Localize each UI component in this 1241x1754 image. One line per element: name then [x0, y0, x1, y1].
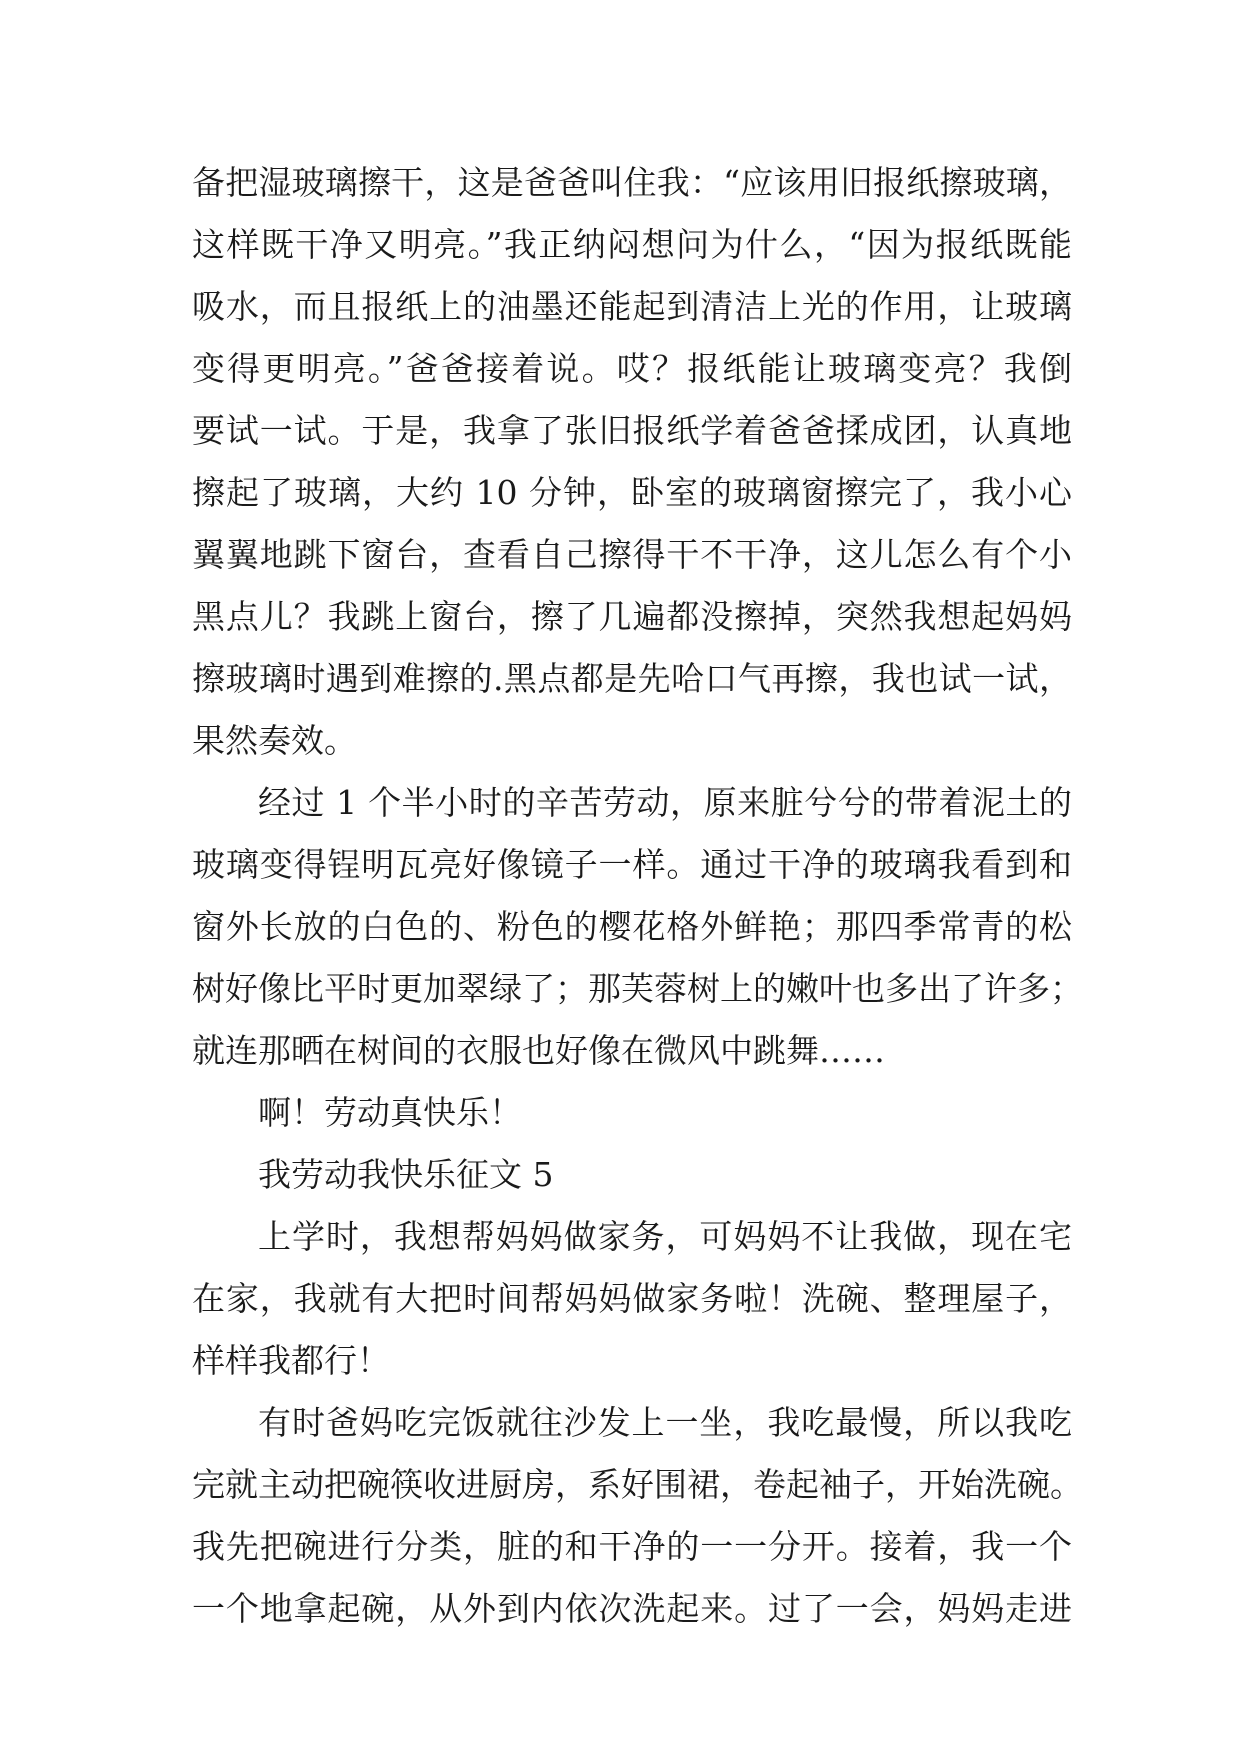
text-line: 一个地拿起碗，从外到内依次洗起来。过了一会，妈妈走进 [192, 1589, 1072, 1628]
text-line: 果然奏效。 [192, 721, 357, 760]
text-line: 擦起了玻璃，大约 10 分钟，卧室的玻璃窗擦完了，我小心 [192, 473, 1072, 512]
text-line: 黑点儿？我跳上窗台，擦了几遍都没擦掉，突然我想起妈妈 [192, 597, 1072, 636]
text-line: 在家，我就有大把时间帮妈妈做家务啦！洗碗、整理屋子， [192, 1279, 1072, 1318]
text-line: 我先把碗进行分类，脏的和干净的一一分开。接着，我一个 [192, 1527, 1072, 1566]
text-line: 玻璃变得锃明瓦亮好像镜子一样。通过干净的玻璃我看到和 [192, 845, 1072, 884]
text-line: 窗外长放的白色的、粉色的樱花格外鲜艳；那四季常青的松 [192, 907, 1072, 946]
text-line: 经过 1 个半小时的辛苦劳动，原来脏兮兮的带着泥土的 [258, 783, 1072, 822]
text-line: 树好像比平时更加翠绿了；那芙蓉树上的嫩叶也多出了许多； [192, 969, 1083, 1008]
text-line: 吸水，而且报纸上的油墨还能起到清洁上光的作用，让玻璃 [192, 287, 1072, 326]
text-line: 上学时，我想帮妈妈做家务，可妈妈不让我做，现在宅 [258, 1217, 1072, 1256]
text-line: 我劳动我快乐征文 5 [258, 1155, 554, 1194]
text-line: 翼翼地跳下窗台，查看自己擦得干不干净，这儿怎么有个小 [192, 535, 1072, 574]
text-line: 样样我都行！ [192, 1341, 390, 1380]
text-line: 擦玻璃时遇到难擦的.黑点都是先哈口气再擦，我也试一试， [192, 659, 1072, 698]
text-line: 变得更明亮。”爸爸接着说。哎？报纸能让玻璃变亮？我倒 [192, 349, 1072, 388]
document-body [192, 152, 1083, 1640]
text-line: 这样既干净又明亮。”我正纳闷想问为什么，“因为报纸既能 [192, 225, 1072, 264]
text-line: 啊！劳动真快乐！ [258, 1093, 522, 1132]
text-line: 有时爸妈吃完饭就往沙发上一坐，我吃最慢，所以我吃 [258, 1403, 1072, 1442]
text-line: 就连那晒在树间的衣服也好像在微风中跳舞…… [192, 1031, 885, 1070]
text-line: 要试一试。于是，我拿了张旧报纸学着爸爸揉成团，认真地 [192, 411, 1072, 450]
text-line: 备把湿玻璃擦干，这是爸爸叫住我：“应该用旧报纸擦玻璃， [192, 163, 1072, 202]
text-line: 完就主动把碗筷收进厨房，系好围裙，卷起袖子，开始洗碗。 [192, 1465, 1083, 1504]
